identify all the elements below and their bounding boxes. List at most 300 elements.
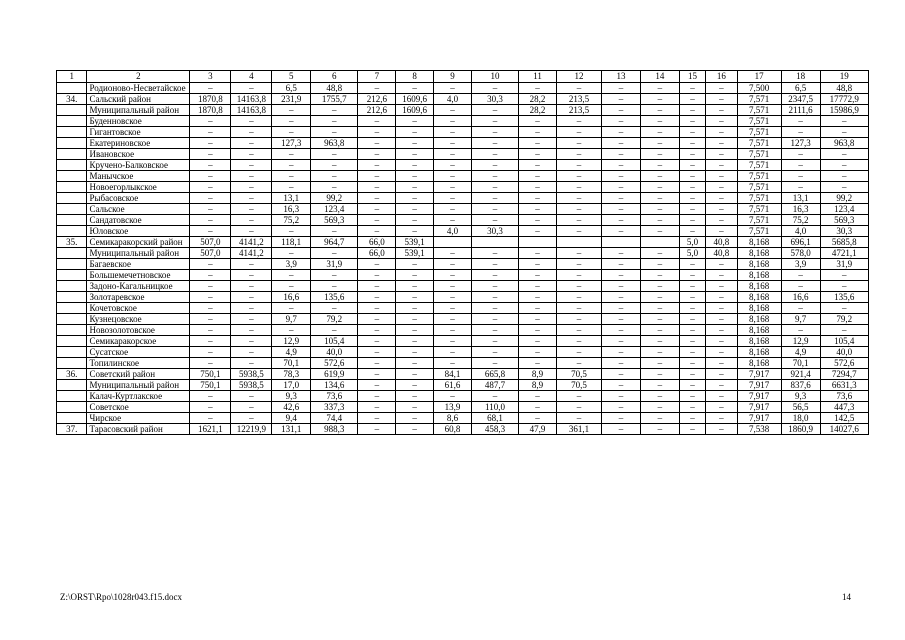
value-cell: – <box>190 292 231 303</box>
row-number-cell <box>57 204 87 215</box>
header-cell: 8 <box>396 71 434 83</box>
value-cell: – <box>434 358 472 369</box>
value-cell: – <box>706 149 738 160</box>
value-cell: 40,8 <box>706 237 738 248</box>
value-cell: – <box>706 105 738 116</box>
value-cell: – <box>358 380 396 391</box>
value-cell: 6,5 <box>781 83 820 94</box>
value-cell: – <box>556 347 601 358</box>
value-cell: – <box>781 160 820 171</box>
value-cell: – <box>358 347 396 358</box>
table-row <box>57 171 869 182</box>
table-row <box>57 94 869 105</box>
value-cell: – <box>358 336 396 347</box>
value-cell: 18,0 <box>781 413 820 424</box>
header-cell: 7 <box>358 71 396 83</box>
value-cell: – <box>190 193 231 204</box>
value-cell: – <box>556 314 601 325</box>
value-cell: – <box>706 314 738 325</box>
value-cell: – <box>358 391 396 402</box>
value-cell: 30,3 <box>820 226 868 237</box>
value-cell: – <box>602 391 641 402</box>
value-cell: – <box>272 270 311 281</box>
value-cell: 8,168 <box>737 281 781 292</box>
value-cell: 7,571 <box>737 182 781 193</box>
value-cell: – <box>602 380 641 391</box>
value-cell: – <box>311 281 358 292</box>
value-cell: 30,3 <box>471 226 518 237</box>
value-cell: – <box>679 226 705 237</box>
value-cell: 1609,6 <box>396 105 434 116</box>
value-cell: – <box>679 94 705 105</box>
value-cell: – <box>396 281 434 292</box>
value-cell: – <box>231 347 272 358</box>
table-row <box>57 127 869 138</box>
header-cell: 12 <box>556 71 601 83</box>
value-cell: – <box>272 149 311 160</box>
value-cell: – <box>820 149 868 160</box>
value-cell: – <box>706 171 738 182</box>
name-cell: Муниципальный район <box>87 105 190 116</box>
value-cell: – <box>396 413 434 424</box>
value-cell <box>434 237 472 248</box>
value-cell: 7,571 <box>737 127 781 138</box>
value-cell: – <box>706 226 738 237</box>
value-cell: – <box>358 193 396 204</box>
value-cell: 74,4 <box>311 413 358 424</box>
value-cell: 7,571 <box>737 149 781 160</box>
value-cell: – <box>434 182 472 193</box>
value-cell: 9,4 <box>272 413 311 424</box>
value-cell: – <box>706 127 738 138</box>
value-cell: – <box>231 138 272 149</box>
value-cell: – <box>190 182 231 193</box>
value-cell: 8,168 <box>737 336 781 347</box>
value-cell: – <box>706 303 738 314</box>
value-cell: – <box>358 215 396 226</box>
value-cell: 539,1 <box>396 248 434 259</box>
value-cell: – <box>781 171 820 182</box>
name-cell: Кочетовское <box>87 303 190 314</box>
value-cell: – <box>519 204 557 215</box>
value-cell: – <box>640 402 679 413</box>
name-cell: Топилинское <box>87 358 190 369</box>
value-cell: – <box>781 127 820 138</box>
table-row <box>57 83 869 94</box>
value-cell: – <box>640 347 679 358</box>
data-table <box>56 70 869 435</box>
value-cell: 4,0 <box>434 94 472 105</box>
value-cell: 7,571 <box>737 116 781 127</box>
value-cell: – <box>434 215 472 226</box>
value-cell: 4,9 <box>272 347 311 358</box>
value-cell: – <box>190 281 231 292</box>
value-cell: – <box>396 160 434 171</box>
value-cell: 572,6 <box>311 358 358 369</box>
value-cell: – <box>820 116 868 127</box>
value-cell: – <box>358 149 396 160</box>
value-cell: – <box>556 193 601 204</box>
row-number-cell <box>57 116 87 127</box>
table-row <box>57 336 869 347</box>
value-cell: – <box>434 105 472 116</box>
value-cell: 963,8 <box>311 138 358 149</box>
value-cell: 60,8 <box>434 424 472 435</box>
value-cell: 79,2 <box>820 314 868 325</box>
value-cell: – <box>706 347 738 358</box>
value-cell: 3,9 <box>781 259 820 270</box>
value-cell: – <box>602 292 641 303</box>
name-cell: Сальское <box>87 204 190 215</box>
value-cell: – <box>519 83 557 94</box>
value-cell: 964,7 <box>311 237 358 248</box>
value-cell: 68,1 <box>471 413 518 424</box>
table-row <box>57 237 869 248</box>
value-cell: – <box>190 270 231 281</box>
value-cell: – <box>640 193 679 204</box>
value-cell: – <box>679 391 705 402</box>
value-cell: – <box>640 182 679 193</box>
value-cell: – <box>311 127 358 138</box>
row-number-cell <box>57 358 87 369</box>
row-number-cell <box>57 281 87 292</box>
value-cell: – <box>471 83 518 94</box>
header-cell: 3 <box>190 71 231 83</box>
value-cell: – <box>556 182 601 193</box>
value-cell: – <box>231 149 272 160</box>
value-cell: – <box>396 303 434 314</box>
value-cell: 17,0 <box>272 380 311 391</box>
value-cell: 1870,8 <box>190 94 231 105</box>
value-cell: – <box>272 281 311 292</box>
value-cell: 8,168 <box>737 259 781 270</box>
value-cell: 7,571 <box>737 138 781 149</box>
value-cell: 66,0 <box>358 248 396 259</box>
value-cell: – <box>602 193 641 204</box>
value-cell: 8,9 <box>519 369 557 380</box>
value-cell: – <box>820 325 868 336</box>
value-cell: – <box>602 215 641 226</box>
value-cell: – <box>396 182 434 193</box>
value-cell: 696,1 <box>781 237 820 248</box>
value-cell: – <box>471 270 518 281</box>
value-cell: – <box>311 303 358 314</box>
value-cell: – <box>471 281 518 292</box>
header-cell: 18 <box>781 71 820 83</box>
value-cell: 7294,7 <box>820 369 868 380</box>
value-cell: – <box>396 292 434 303</box>
value-cell: – <box>519 347 557 358</box>
value-cell: – <box>358 160 396 171</box>
value-cell: 8,168 <box>737 292 781 303</box>
value-cell: – <box>640 127 679 138</box>
value-cell: 5685,8 <box>820 237 868 248</box>
value-cell: – <box>231 204 272 215</box>
value-cell: – <box>311 226 358 237</box>
value-cell: – <box>396 336 434 347</box>
name-cell: Советское <box>87 402 190 413</box>
value-cell: – <box>434 248 472 259</box>
row-number-cell <box>57 347 87 358</box>
table-row <box>57 105 869 116</box>
value-cell: 837,6 <box>781 380 820 391</box>
table-header <box>57 71 869 83</box>
value-cell: – <box>679 127 705 138</box>
value-cell: 231,9 <box>272 94 311 105</box>
value-cell: 56,5 <box>781 402 820 413</box>
value-cell: – <box>706 160 738 171</box>
value-cell: – <box>471 325 518 336</box>
value-cell: 3,9 <box>272 259 311 270</box>
value-cell: – <box>358 138 396 149</box>
value-cell <box>471 237 518 248</box>
value-cell: 1860,9 <box>781 424 820 435</box>
value-cell: – <box>519 182 557 193</box>
value-cell: – <box>396 402 434 413</box>
value-cell: – <box>781 182 820 193</box>
value-cell: – <box>640 248 679 259</box>
table-row <box>57 391 869 402</box>
value-cell: – <box>471 292 518 303</box>
value-cell: – <box>679 336 705 347</box>
value-cell: 337,3 <box>311 402 358 413</box>
value-cell: – <box>311 325 358 336</box>
value-cell: – <box>190 402 231 413</box>
value-cell: 750,1 <box>190 369 231 380</box>
value-cell: – <box>519 116 557 127</box>
value-cell: – <box>602 303 641 314</box>
value-cell: – <box>640 94 679 105</box>
name-cell: Калач-Куртлакское <box>87 391 190 402</box>
row-number-cell <box>57 413 87 424</box>
value-cell: – <box>471 171 518 182</box>
document-page <box>56 70 869 435</box>
value-cell: – <box>434 303 472 314</box>
value-cell: – <box>396 424 434 435</box>
value-cell: 13,1 <box>272 193 311 204</box>
value-cell: 4,0 <box>781 226 820 237</box>
value-cell: 5938,5 <box>231 369 272 380</box>
value-cell: – <box>519 259 557 270</box>
value-cell: 75,2 <box>781 215 820 226</box>
value-cell: – <box>190 138 231 149</box>
value-cell: – <box>311 149 358 160</box>
value-cell: – <box>781 325 820 336</box>
value-cell: – <box>434 149 472 160</box>
value-cell: 7,571 <box>737 215 781 226</box>
value-cell: 9,3 <box>781 391 820 402</box>
value-cell: 123,4 <box>311 204 358 215</box>
name-cell: Гигантовское <box>87 127 190 138</box>
value-cell: – <box>519 336 557 347</box>
value-cell: 4141,2 <box>231 237 272 248</box>
value-cell: – <box>602 182 641 193</box>
value-cell: – <box>190 336 231 347</box>
value-cell: – <box>679 83 705 94</box>
header-cell: 9 <box>434 71 472 83</box>
value-cell: 212,6 <box>358 94 396 105</box>
value-cell: 539,1 <box>396 237 434 248</box>
value-cell: – <box>602 270 641 281</box>
value-cell: – <box>471 105 518 116</box>
value-cell: – <box>602 347 641 358</box>
value-cell: – <box>602 424 641 435</box>
header-cell: 16 <box>706 71 738 83</box>
value-cell <box>556 237 601 248</box>
value-cell: – <box>556 127 601 138</box>
value-cell: – <box>396 138 434 149</box>
value-cell: – <box>602 281 641 292</box>
file-path: Z:\ORST\Rpo\1028r043.f15.docx <box>60 592 182 602</box>
value-cell: – <box>602 83 641 94</box>
value-cell: 7,571 <box>737 193 781 204</box>
value-cell: – <box>519 358 557 369</box>
value-cell: – <box>679 292 705 303</box>
value-cell: – <box>556 270 601 281</box>
value-cell: 135,6 <box>311 292 358 303</box>
name-cell: Сусатское <box>87 347 190 358</box>
value-cell: 17772,9 <box>820 94 868 105</box>
table-row <box>57 303 869 314</box>
value-cell: 921,4 <box>781 369 820 380</box>
value-cell: – <box>272 303 311 314</box>
value-cell: 1755,7 <box>311 94 358 105</box>
value-cell: – <box>519 149 557 160</box>
value-cell: – <box>556 149 601 160</box>
value-cell: – <box>519 325 557 336</box>
value-cell: – <box>820 171 868 182</box>
value-cell: – <box>272 160 311 171</box>
value-cell: 31,9 <box>311 259 358 270</box>
value-cell: – <box>311 182 358 193</box>
value-cell: – <box>231 303 272 314</box>
table-row <box>57 347 869 358</box>
header-cell: 6 <box>311 71 358 83</box>
value-cell: – <box>311 270 358 281</box>
value-cell: 73,6 <box>820 391 868 402</box>
value-cell: 131,1 <box>272 424 311 435</box>
value-cell: – <box>231 314 272 325</box>
value-cell: 7,571 <box>737 171 781 182</box>
value-cell: 4,9 <box>781 347 820 358</box>
value-cell: – <box>519 248 557 259</box>
value-cell: – <box>231 127 272 138</box>
value-cell: – <box>602 402 641 413</box>
table-row <box>57 248 869 259</box>
value-cell: – <box>272 116 311 127</box>
value-cell: 16,3 <box>272 204 311 215</box>
row-number-cell <box>57 149 87 160</box>
value-cell: – <box>396 149 434 160</box>
table-row <box>57 358 869 369</box>
value-cell: 578,0 <box>781 248 820 259</box>
value-cell: – <box>679 138 705 149</box>
value-cell: – <box>396 270 434 281</box>
value-cell: – <box>706 116 738 127</box>
name-cell: Чирское <box>87 413 190 424</box>
value-cell: 7,538 <box>737 424 781 435</box>
row-number-cell <box>57 325 87 336</box>
value-cell: – <box>190 259 231 270</box>
value-cell: 142,5 <box>820 413 868 424</box>
value-cell: – <box>190 303 231 314</box>
value-cell: 5,0 <box>679 237 705 248</box>
value-cell: – <box>396 171 434 182</box>
value-cell: 7,571 <box>737 160 781 171</box>
name-cell: Новозолотовское <box>87 325 190 336</box>
value-cell: 458,3 <box>471 424 518 435</box>
value-cell: – <box>471 391 518 402</box>
value-cell: – <box>358 314 396 325</box>
value-cell: 8,6 <box>434 413 472 424</box>
value-cell: – <box>602 314 641 325</box>
value-cell: – <box>231 259 272 270</box>
value-cell: – <box>396 116 434 127</box>
value-cell: 8,168 <box>737 325 781 336</box>
value-cell: 8,168 <box>737 248 781 259</box>
header-cell: 15 <box>679 71 705 83</box>
name-cell: Семикаракорский район <box>87 237 190 248</box>
value-cell: 14027,6 <box>820 424 868 435</box>
row-number-cell <box>57 391 87 402</box>
value-cell: – <box>556 325 601 336</box>
value-cell: 48,8 <box>311 83 358 94</box>
table-row <box>57 270 869 281</box>
value-cell: – <box>602 248 641 259</box>
value-cell: – <box>706 138 738 149</box>
value-cell: – <box>471 215 518 226</box>
value-cell: – <box>358 116 396 127</box>
value-cell: – <box>820 270 868 281</box>
value-cell: – <box>602 149 641 160</box>
value-cell: – <box>556 248 601 259</box>
value-cell: – <box>311 160 358 171</box>
name-cell: Манычское <box>87 171 190 182</box>
value-cell: – <box>231 83 272 94</box>
value-cell: 487,7 <box>471 380 518 391</box>
value-cell: 507,0 <box>190 248 231 259</box>
value-cell: 569,3 <box>311 215 358 226</box>
table-row <box>57 314 869 325</box>
value-cell: – <box>556 292 601 303</box>
value-cell <box>519 237 557 248</box>
value-cell: – <box>471 193 518 204</box>
name-cell: Муниципальный район <box>87 380 190 391</box>
name-cell: Советский район <box>87 369 190 380</box>
header-cell: 14 <box>640 71 679 83</box>
value-cell: 127,3 <box>781 138 820 149</box>
name-cell: Муниципальный район <box>87 248 190 259</box>
value-cell: – <box>706 83 738 94</box>
value-cell: 105,4 <box>820 336 868 347</box>
value-cell: – <box>519 270 557 281</box>
value-cell: – <box>190 116 231 127</box>
value-cell: – <box>679 303 705 314</box>
value-cell: – <box>190 215 231 226</box>
value-cell: – <box>820 182 868 193</box>
value-cell: – <box>190 149 231 160</box>
value-cell: 123,4 <box>820 204 868 215</box>
value-cell: – <box>679 215 705 226</box>
value-cell: – <box>471 182 518 193</box>
row-number-cell <box>57 105 87 116</box>
value-cell: 8,168 <box>737 347 781 358</box>
value-cell: – <box>396 259 434 270</box>
value-cell: – <box>358 424 396 435</box>
value-cell: – <box>781 303 820 314</box>
value-cell: – <box>231 336 272 347</box>
value-cell: – <box>706 193 738 204</box>
